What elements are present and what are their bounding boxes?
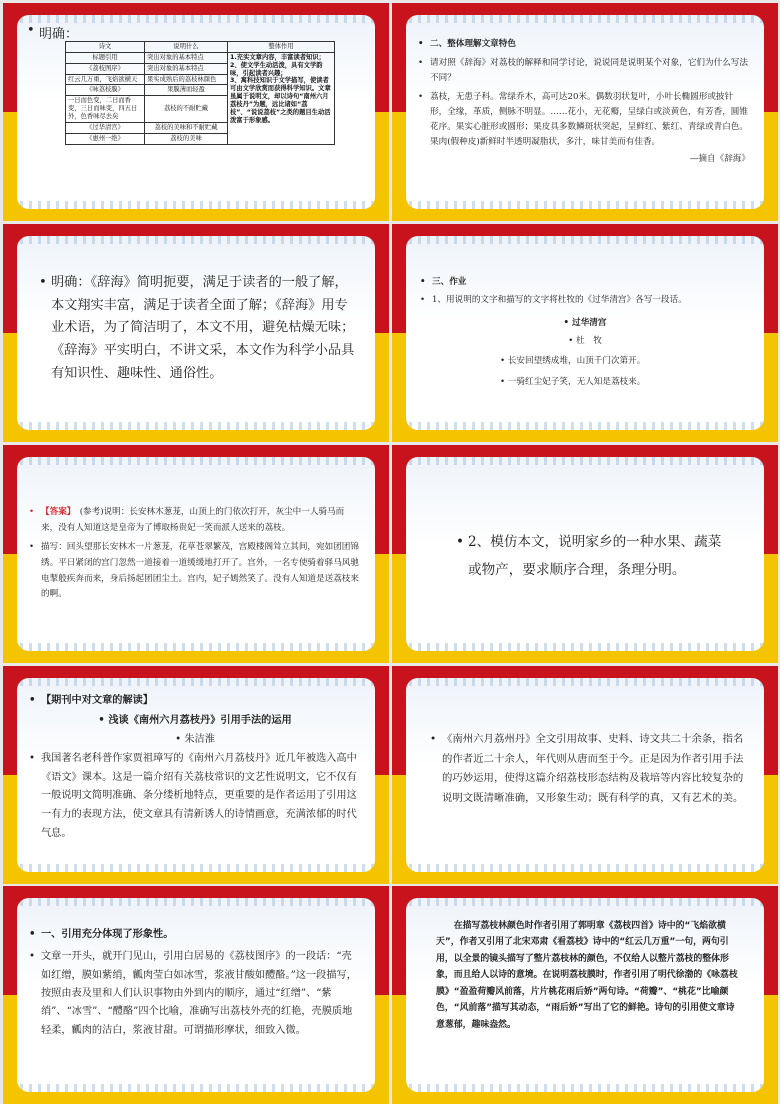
table-header: 诗文 <box>66 42 145 53</box>
answer-label: 【答案】 <box>41 507 72 517</box>
table-header: 说明什么 <box>145 42 228 53</box>
poem-author: • 杜 牧 <box>568 335 602 346</box>
slide-1[interactable] <box>3 3 389 221</box>
slide-5[interactable] <box>3 445 389 663</box>
poem-title: • 过华清宫 <box>563 317 607 328</box>
slide-card <box>406 898 764 1092</box>
article-title: • 浅谈《南州六月荔枝丹》引用手法的运用 <box>98 714 292 726</box>
analysis-text: 在描写荔枝林颜色时作者引用了郭明章《荔枝四首》诗中的“飞焰欲横天”，作者又引用了北宋邓肃《看荔枝》诗中的“红云几万重”一句，两句引用，以全景的镜头描写了整片荔枝林的颜色，不仅给人以整片荔枝的整体形象，而且给人以诗的意境。在说明荔枝膜时，作者引用了明代徐渤的《咏荔枝膜》“盈盈荷瓣风前落，片片桃花雨后娇”两句诗。“荷瓣”、“桃花”比喻颜色，“风前落”描写其动态，“雨后娇”写出了它的鲜艳。诗句的引用使文章诗意葱郁，趣味盎然。 <box>436 921 738 1030</box>
slide-3[interactable] <box>3 224 389 442</box>
section-heading: • 一、引用充分体现了形象性。 <box>29 926 361 944</box>
slide-card <box>17 457 375 651</box>
article-author: • 朱洁淮 <box>175 733 215 745</box>
comparison-text: • 明确：《辞海》简明扼要，满足于读者的一般了解，本文翔实丰富，满足于读者全面了解；《辞海》用专业术语，为了简洁明了，本文不用，避免枯燥无味；《辞海》平实明白，不讲文采，本文作为科学小品具有知识性、趣味性、通俗性。 <box>39 272 357 386</box>
slide-card <box>406 236 764 430</box>
slide-4[interactable] <box>392 224 778 442</box>
table-row: 一日而色变，二日而香变，三日而味变，四五日外，色香味尽去矣 荔枝的不耐贮藏 <box>66 96 335 123</box>
table-row: 《荔枝图序》 突出对象的基本特点 <box>66 63 335 74</box>
slide-card <box>17 236 375 430</box>
slide-heading: • 明确： <box>27 23 78 42</box>
effect-cell: 1.充实文章内容，丰富读者知识； 2、使文学生动活泼，具有文学韵味，引起读者兴趣； 3、寓科技知识于文学描写，使读者可由文学欣赏而获得科学知识。文章虽属于说明文，却以诗句“南州六月荔枝丹”为题，远比诸如“荔枝”、“说说荔枝”之类的题目生动活泼富于形象感。 <box>228 52 335 144</box>
table-row: 《惠州一绝》 荔枝的美味 <box>66 133 335 144</box>
slide-7[interactable] <box>3 666 389 884</box>
slide-card <box>406 678 764 872</box>
answer-paragraph: • 【答案】 (参考)说明：长安林木葱茏，山顶上的门依次打开，灰尘中一人骑马而来，没有人知道这是皇帝为了博取杨贵妃一笑而派人送来的荔枝。 <box>29 505 361 537</box>
slide-10[interactable] <box>392 886 778 1104</box>
cihai-definition: • 荔枝，无患子科。常绿乔木，高可达20米。偶数羽状复叶，小叶长椭圆形或披针形，全缘，革质，侧脉不明显。……花小，无花瓣，呈绿白或淡黄色，有芳香，圆锥花序。果实心脏形或圆形；果皮具多数鳞斑状突起，呈鲜红、紫红、青绿或青白色。果肉(假种皮)新鲜时半透明凝脂状，多汁，味甘美而有佳香。 <box>418 90 750 150</box>
slide-6[interactable] <box>392 445 778 663</box>
section-heading: • 二、整体理解文章特色 <box>418 37 750 52</box>
table-row: 《咏荔枝膜》 果膜薄而轻盈 <box>66 85 335 96</box>
section-heading: • 三、作业 <box>420 274 750 290</box>
table-row: 红云几万重，飞焰欲横天 果实成熟后的荔枝林颜色 <box>66 74 335 85</box>
slide-card <box>17 678 375 872</box>
source-citation: —摘自《辞海》 <box>689 154 750 165</box>
question-text: • 请对照《辞海》对荔枝的解释和同学讨论，说说同是说明某个对象，它们为什么写法不同？ <box>418 56 750 86</box>
section-heading: • 【期刊中对文章的解读】 <box>29 692 361 711</box>
slide-card <box>17 15 375 209</box>
poem-line: • 长安回望绣成堆，山顶千门次第开。 <box>500 356 646 367</box>
table-row: 标题引用 突出对象的基本特点 1.充实文章内容，丰富读者知识； 2、使文学生动活泼，具有文学韵味，引起读者兴趣； 3、寓科技知识于文学描写，使读者可由文学欣赏而获得科学知识。文章虽属于说明文，却以诗句“南州六月荔枝丹”为题，远比诸如“荔枝”、“说说荔枝”之类的题目生动活泼富于形象感。 <box>66 52 335 63</box>
slide-2[interactable] <box>392 3 778 221</box>
article-body: • 我国著名老科普作家贾祖璋写的《南州六月荔枝丹》近几年被选入高中《语文》课本。这是一篇介绍有关荔枝常识的文艺性说明文，它不仅有一般说明文简明准确、条分缕析地特点，更重要的是作者运用了引用这一有力的表现方法，使文章具有清新诱人的诗情画意，充满浓郁的时代气息。 <box>29 750 361 844</box>
analysis-text: • 文章一开头，就开门见山，引用白居易的《荔枝图序》的一段话：“壳如红缯，膜如紫绡，瓤肉莹白如冰雪，浆液甘酸如醴酪。”这一段描写，按照由表及里和人们认识事物由外到内的顺序，通过“红缯”、“紫绡”、“冰雪”、“醴酪”四个比喻，准确写出荔枝外壳的红艳，壳膜质地轻柔，瓤肉的洁白，浆液甘甜。可谓描形摩状，细致入微。 <box>29 948 361 1040</box>
poem-line: • 一骑红尘妃子笑，无人知是荔枝来。 <box>500 376 646 387</box>
slide-8[interactable] <box>392 666 778 884</box>
table-row: 《过华清宫》 荔枝的美味和不耐贮藏 <box>66 122 335 133</box>
slide-9[interactable] <box>3 886 389 1104</box>
homework-task: • 1、用说明的文字和描写的文字将杜牧的《过华清宫》各写一段话。 <box>420 292 750 308</box>
table-header: 整体作用 <box>228 42 335 53</box>
description-paragraph: • 描写：回头望那长安林木一片葱茏，花草苍翠繁茂，宫殿楼阁耸立其间，宛如团团锦绣。平日紧闭的宫门忽然一道接着一道缓缓地打开了。宫外，一名专使骑着驿马风驰电掣般疾奔而来，身后扬起团团尘土。宫内，妃子嫣然笑了。没有人知道是送荔枝来的啊。 <box>29 540 361 604</box>
slide-card <box>406 457 764 651</box>
citation-table <box>65 41 335 145</box>
imitation-task: • 2、模仿本文，说明家乡的一种水果、蔬菜或物产，要求顺序合理，条理分明。 <box>456 529 734 585</box>
slide-card <box>17 898 375 1092</box>
slide-card <box>406 15 764 209</box>
article-paragraph: • 《南州六月荔州丹》全文引用故事、史料、诗文共二十余条，指名的作者近二十余人，年代则从唐而至于今。正是因为作者引用手法的巧妙运用，使得这篇介绍荔枝形态结构及栽培等内容比较复杂的说明文既清晰准确，又形象生动；既有科学的真，又有艺术的美。 <box>430 730 748 808</box>
